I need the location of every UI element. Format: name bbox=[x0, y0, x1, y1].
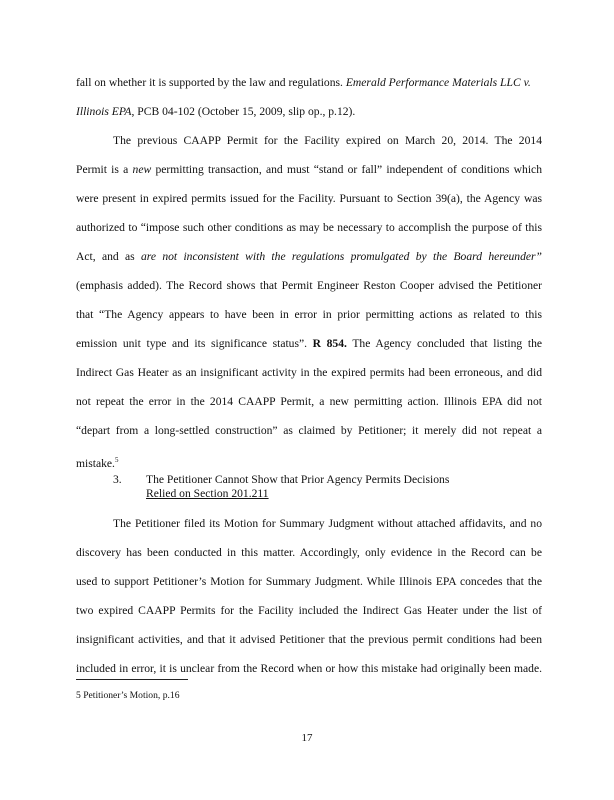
body-text: mistake. bbox=[76, 456, 115, 470]
body-line: insignificant activities, and that it advised Petitioner that the previous permit conditions had been bbox=[76, 633, 542, 646]
footnote-separator bbox=[76, 679, 188, 680]
body-line bbox=[76, 163, 542, 177]
body-line: two expired CAAPP Permits for the Facility included the Indirect Gas Heater under the list of bbox=[76, 604, 542, 617]
paragraph-first-line: The previous CAAPP Permit for the Facility expired on March 20, 2014. The 2014 bbox=[113, 134, 542, 147]
body-line: that “The Agency appears to have been in error in prior permitting actions as related to this bbox=[76, 308, 542, 321]
footnote: 5 Petitioner’s Motion, p.16 bbox=[76, 690, 180, 701]
body-line: included in error, it is unclear from the Record when or how this mistake had originally been made. bbox=[76, 662, 542, 675]
body-line: not repeat the error in the 2014 CAAPP Permit, a new permitting action. Illinois EPA did not bbox=[76, 395, 542, 408]
body-line: were present in expired permits issued for the Facility. Pursuant to Section 39(a), the Agency was bbox=[76, 192, 542, 205]
paragraph-first-line: The Petitioner filed its Motion for Summary Judgment without attached affidavits, and no bbox=[113, 517, 542, 530]
body-text: Act, and as bbox=[76, 250, 141, 263]
body-text: Permit is a bbox=[76, 163, 133, 176]
body-line: authorized to “impose such other conditions as may be necessary to accomplish the purpose of this bbox=[76, 221, 542, 234]
body-line: used to support Petitioner’s Motion for Summary Judgment. While Illinois EPA concedes that the bbox=[76, 575, 542, 588]
footnote-ref: 5 bbox=[114, 456, 119, 464]
body-text: emission unit type and its significance status”. bbox=[76, 337, 313, 350]
case-citation: Emerald Performance Materials LLC v. bbox=[345, 76, 531, 89]
body-text: permitting transaction, and must “stand or fall” independent of conditions which bbox=[151, 163, 542, 176]
body-text: The Agency concluded that listing the bbox=[346, 337, 543, 350]
section-number: 3. bbox=[113, 473, 122, 486]
body-line: (emphasis added). The Record shows that Permit Engineer Reston Cooper advised the Petitioner bbox=[76, 279, 542, 292]
body-line: discovery has been conducted in this matter. Accordingly, only evidence in the Record can be bbox=[76, 546, 542, 559]
body-line bbox=[76, 250, 542, 264]
emphasis: are not inconsistent with the regulations promulgated by the Board hereunder” bbox=[140, 250, 543, 263]
case-citation: Illinois EPA bbox=[76, 105, 132, 118]
body-text: fall on whether it is supported by the law and regulations. bbox=[76, 76, 346, 89]
body-line bbox=[76, 105, 542, 119]
record-citation: R 854. bbox=[312, 337, 347, 350]
body-line bbox=[76, 337, 542, 351]
body-line bbox=[76, 76, 542, 90]
body-line: “depart from a long-settled construction” as claimed by Petitioner; it merely did not repeat a bbox=[76, 424, 542, 437]
body-line bbox=[76, 453, 542, 471]
section-heading: Relied on Section 201.211 bbox=[146, 487, 269, 500]
section-heading: The Petitioner Cannot Show that Prior Agency Permits Decisions bbox=[146, 473, 450, 486]
page-number: 17 bbox=[301, 732, 313, 744]
body-text: , PCB 04-102 (October 15, 2009, slip op., p.12). bbox=[131, 105, 356, 118]
body-line: Indirect Gas Heater as an insignificant activity in the expired permits had been erroneous, and did bbox=[76, 366, 542, 379]
emphasis: new bbox=[132, 163, 152, 176]
